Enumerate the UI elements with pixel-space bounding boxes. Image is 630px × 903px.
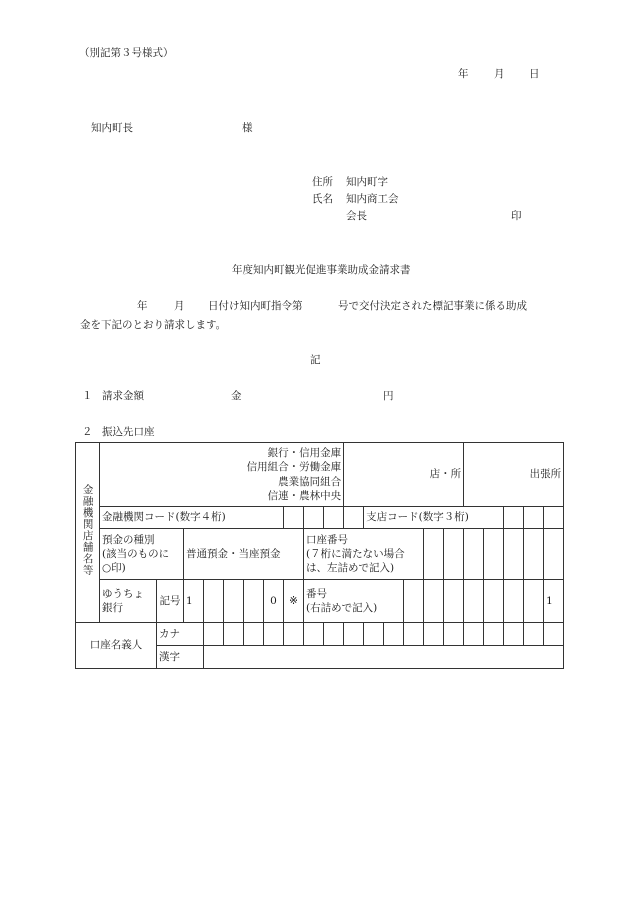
kana-char-cell[interactable]: [284, 623, 304, 646]
bangou-digit: 1: [544, 580, 564, 623]
kigou-digit[interactable]: [204, 580, 224, 623]
item1-yen: 円: [383, 390, 394, 402]
body-line2: 金を下記のとおり請求します。: [80, 319, 227, 331]
seal-mark: 印: [511, 210, 522, 222]
kana-char-cell[interactable]: [224, 623, 244, 646]
date-year-label: 年: [458, 68, 469, 80]
branch-code-digit[interactable]: [504, 507, 524, 529]
bank-code-digit[interactable]: [284, 507, 304, 529]
bangou-digit[interactable]: [524, 580, 544, 623]
kana-char-cell[interactable]: [464, 623, 484, 646]
item1-number: １: [82, 390, 93, 402]
bangou-digit[interactable]: [484, 580, 504, 623]
kana-char-cell[interactable]: [384, 623, 404, 646]
institution-type-1: 銀行・信用金庫: [267, 447, 342, 460]
kanji-label: 漢字: [157, 646, 204, 669]
kana-char-cell[interactable]: [484, 623, 504, 646]
account-number-digit[interactable]: [524, 529, 544, 580]
kana-char-cell[interactable]: [444, 623, 464, 646]
account-table: [75, 442, 564, 669]
account-number-digit[interactable]: [464, 529, 484, 580]
deposit-type-label: 預金の種別 (該当のものに ○印): [100, 529, 184, 580]
address-value: 知内町字: [346, 176, 388, 188]
branch-code-digit[interactable]: [544, 507, 564, 529]
bangou-digit[interactable]: [404, 580, 424, 623]
institution-type-2: 信用組合・労働金庫: [246, 461, 342, 474]
body-line1-end: 号で交付決定された標記事業に係る助成: [338, 300, 527, 312]
kana-char-cell[interactable]: [344, 623, 364, 646]
addressee-honorific: 様: [242, 122, 253, 134]
bank-code-label: 金融機関コード(数字４桁): [100, 507, 284, 529]
item1-kin: 金: [231, 390, 242, 402]
bangou-digit[interactable]: [504, 580, 524, 623]
kigou-zero: 0: [264, 580, 284, 623]
body-year: 年: [137, 300, 148, 312]
branch-type-label: 店・所: [344, 443, 464, 507]
institution-type-3: 農業協同組合: [278, 475, 342, 488]
item2-number: ２: [82, 426, 93, 438]
branch-code-digit[interactable]: [524, 507, 544, 529]
kana-char-cell[interactable]: [204, 623, 224, 646]
name-value: 知内商工会: [346, 193, 399, 205]
bangou-digit[interactable]: [444, 580, 464, 623]
kanji-name-field[interactable]: [204, 646, 564, 669]
kana-char-cell[interactable]: [544, 623, 564, 646]
institution-vertical-label: 金融機関店舗名等: [76, 443, 100, 623]
kana-char-cell[interactable]: [404, 623, 424, 646]
kana-char-cell[interactable]: [324, 623, 344, 646]
bank-code-digit[interactable]: [344, 507, 364, 529]
account-number-digit[interactable]: [504, 529, 524, 580]
kigou-digit: 1: [184, 580, 204, 623]
bangou-digit[interactable]: [464, 580, 484, 623]
applicant-title: 会長: [346, 210, 367, 222]
kigou-digit[interactable]: [244, 580, 264, 623]
branch-code-label: 支店コード(数字３桁): [364, 507, 504, 529]
account-number-label: 口座番号 (７桁に満たない場合 は、左詰めで記入): [304, 529, 424, 580]
body-directive: 日付け知内町指令第: [208, 300, 303, 312]
bangou-digit[interactable]: [424, 580, 444, 623]
account-number-digit[interactable]: [424, 529, 444, 580]
institution-type-cell: [100, 443, 344, 507]
kana-char-cell[interactable]: [244, 623, 264, 646]
kana-char-cell[interactable]: [424, 623, 444, 646]
bangou-label: 番号 (右詰めで記入): [304, 580, 404, 623]
date-day-label: 日: [529, 68, 540, 80]
ki-heading: 記: [310, 354, 321, 366]
bank-code-digit[interactable]: [304, 507, 324, 529]
deposit-type-options[interactable]: 普通預金・当座預金: [184, 529, 304, 580]
body-month: 月: [174, 300, 185, 312]
address-label: 住所: [312, 176, 333, 188]
account-holder-label: 口座名義人: [76, 623, 157, 669]
account-number-digit[interactable]: [444, 529, 464, 580]
kana-char-cell[interactable]: [504, 623, 524, 646]
kana-char-cell[interactable]: [524, 623, 544, 646]
kana-char-cell[interactable]: [364, 623, 384, 646]
kigou-digit[interactable]: [224, 580, 244, 623]
name-label: 氏名: [312, 193, 333, 205]
yucho-label: ゆうちょ 銀行: [100, 580, 157, 623]
bank-code-digit[interactable]: [324, 507, 344, 529]
document-title: 年度知内町観光促進事業助成金請求書: [232, 264, 411, 276]
item2-label: 振込先口座: [102, 426, 155, 438]
institution-type-4: 信連・農林中央: [267, 489, 342, 502]
form-number: （別記第３号様式）: [79, 47, 174, 59]
addressee-name: 知内町長: [91, 122, 133, 134]
kana-char-cell[interactable]: [264, 623, 284, 646]
account-number-digit[interactable]: [484, 529, 504, 580]
item1-label: 請求金額: [102, 390, 144, 402]
account-number-digit[interactable]: [544, 529, 564, 580]
sub-branch-label: 出張所: [464, 443, 564, 507]
date-month-label: 月: [494, 68, 505, 80]
kana-label: カナ: [157, 623, 204, 646]
kana-char-cell[interactable]: [304, 623, 324, 646]
kigou-label: 記号: [157, 580, 184, 623]
kigou-mark: ※: [284, 580, 304, 623]
